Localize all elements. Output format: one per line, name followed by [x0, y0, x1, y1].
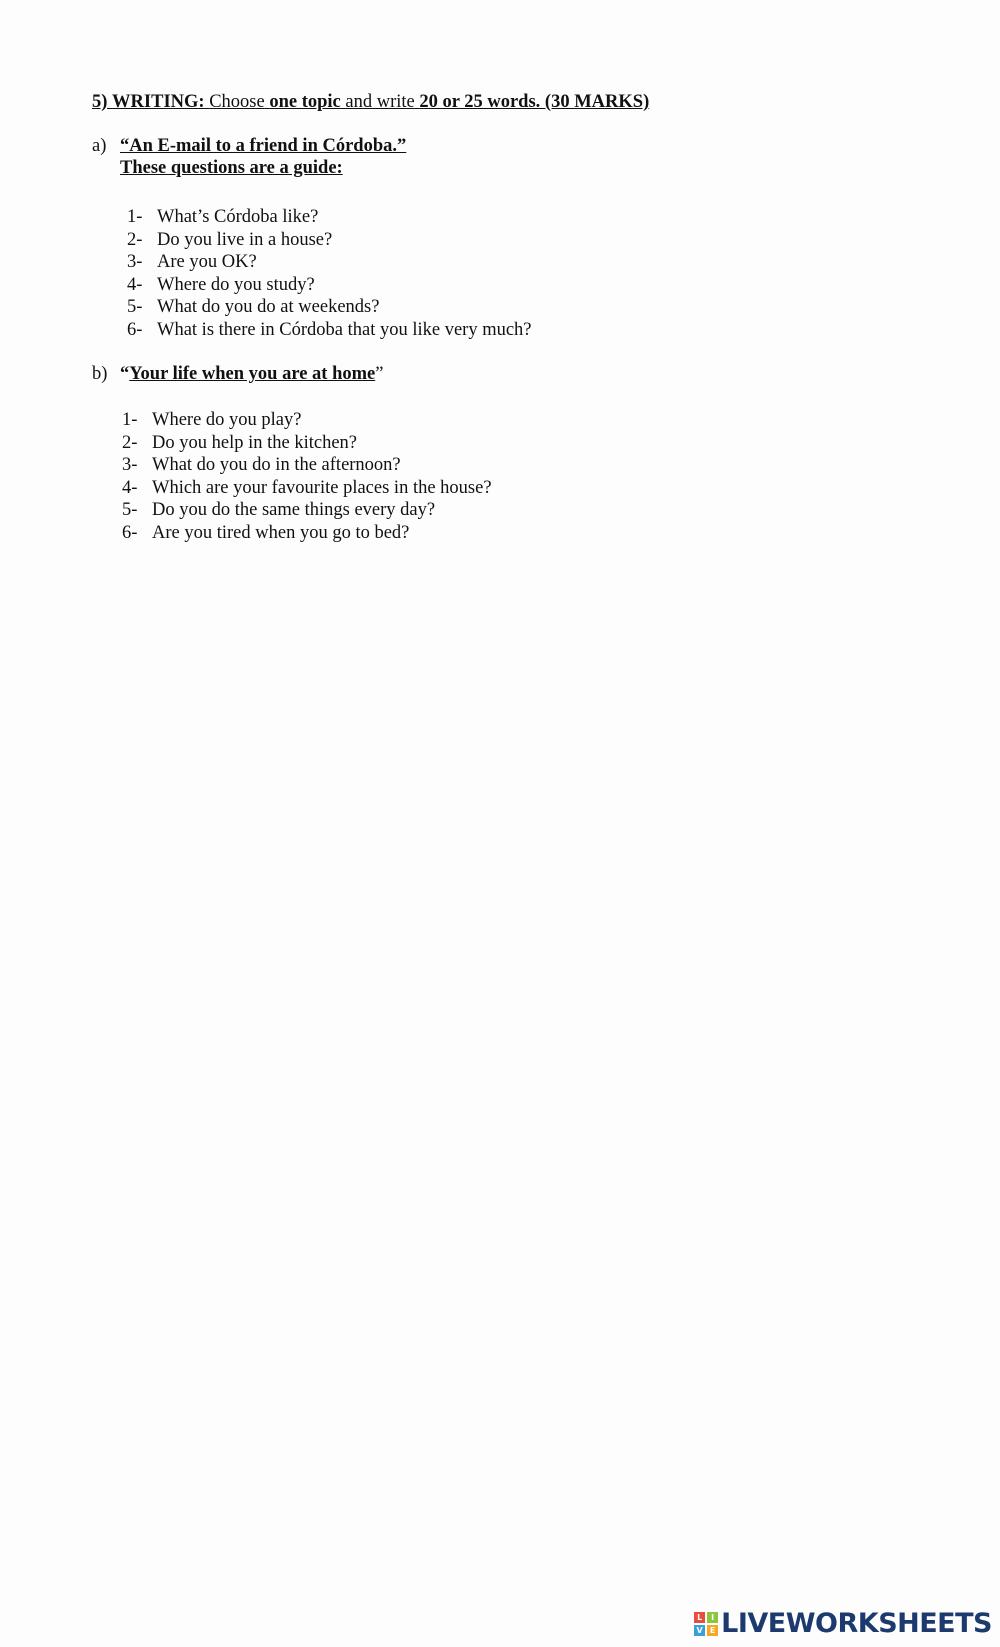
topic-b-open-quote: “: [120, 364, 130, 384]
item-number: 5-: [127, 297, 143, 318]
item-number: 5-: [122, 500, 138, 521]
item-number: 4-: [127, 274, 143, 295]
heading-text-2: and write: [345, 92, 415, 112]
list-item: [127, 274, 532, 297]
item-text: Do you do the same things every day?: [152, 500, 436, 521]
item-text: What do you do in the afternoon?: [152, 455, 401, 476]
logo-grid-cell: L: [694, 1612, 705, 1623]
list-item: [127, 251, 532, 274]
list-item: [127, 296, 532, 319]
topic-a-question-list: [127, 206, 532, 342]
topic-b-title-text: Your life when you are at home: [129, 364, 376, 384]
topic-a-subtitle: These questions are a guide:: [120, 158, 343, 178]
item-text: What do you do at weekends?: [157, 297, 380, 318]
logo-grid-cell: V: [694, 1625, 705, 1636]
item-text: Are you OK?: [157, 252, 257, 273]
topic-b-letter: b): [92, 364, 108, 384]
item-text: Do you help in the kitchen?: [152, 432, 357, 453]
logo-grid-cell: E: [707, 1625, 718, 1636]
list-item: [122, 409, 492, 432]
item-number: 2-: [127, 229, 143, 250]
item-text: What is there in Córdoba that you like very much?: [157, 319, 532, 340]
list-item: [122, 432, 492, 455]
item-text: Do you live in a house?: [157, 229, 333, 250]
item-number: 3-: [127, 252, 143, 273]
item-text: Which are your favourite places in the house?: [152, 477, 492, 498]
item-number: 2-: [122, 432, 138, 453]
item-text: Where do you play?: [152, 410, 302, 430]
list-item: [127, 206, 532, 229]
topic-a-title: “An E-mail to a friend in Córdoba.”: [120, 136, 407, 156]
list-item: [127, 319, 532, 342]
list-item: [122, 454, 492, 477]
writing-heading: [92, 92, 649, 113]
list-item: [127, 229, 532, 252]
item-number: 4-: [122, 477, 138, 498]
list-item: [122, 522, 492, 545]
item-number: 6-: [122, 522, 138, 543]
topic-b-title: [120, 364, 383, 385]
heading-text-1: Choose: [209, 92, 265, 112]
item-number: 1-: [127, 207, 143, 227]
logo-grid-cell: I: [707, 1612, 718, 1623]
item-text: Where do you study?: [157, 274, 315, 295]
logo-grid-icon: [694, 1612, 718, 1636]
list-item: [122, 499, 492, 522]
item-text: What’s Córdoba like?: [157, 207, 319, 227]
heading-number: 5): [92, 92, 108, 112]
heading-bold-2: 20 or 25 words. (30 MARKS): [419, 92, 650, 112]
topic-b-close-quote: ”: [375, 364, 384, 384]
item-number: 1-: [122, 410, 138, 430]
list-item: [122, 477, 492, 500]
logo-text: LIVEWORKSHEETS: [721, 1608, 992, 1639]
topic-b-question-list: [122, 409, 492, 545]
liveworksheets-logo: [694, 1607, 992, 1641]
heading-bold-1: one topic: [269, 92, 341, 112]
item-number: 6-: [127, 319, 143, 340]
topic-a-letter: a): [92, 136, 107, 156]
item-number: 3-: [122, 455, 138, 476]
heading-label: WRITING:: [112, 92, 205, 112]
item-text: Are you tired when you go to bed?: [152, 522, 410, 543]
